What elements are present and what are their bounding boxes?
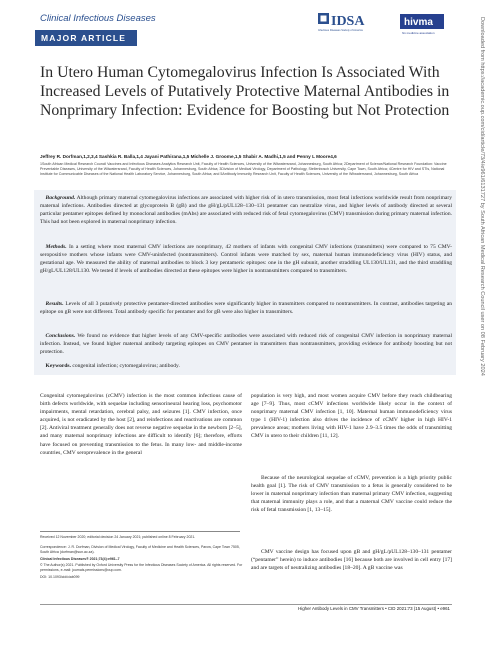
abstract-background bbox=[40, 194, 452, 226]
abstract-conclusions-label: Conclusions. bbox=[45, 333, 76, 339]
download-notice-text: Downloaded from https://academic.oup.com/cid/article/73/4/e961/6131727 by South African Medical Research Council user on 08 February 2024 bbox=[479, 17, 485, 376]
hivma-logo-icon bbox=[400, 14, 444, 35]
abstract-results-label: Results. bbox=[45, 301, 64, 307]
doi: DOI: 10.1093/cid/ciab099 bbox=[40, 575, 80, 579]
copyright: © The Author(s) 2021. Published by Oxford University Press for the Infectious Diseases Society of America. All rights reserved. For permissions, e-mail: journals.permissions@oup.com. bbox=[40, 563, 243, 572]
received-dates: Received 12 November 2020; editorial decision 24 January 2021; published online 8 February 2021. bbox=[40, 535, 196, 539]
article-title: In Utero Human Cytomegalovirus Infection Is Associated With Increased Levels of Putatively Protective Maternal Antibodies in Nonprimary Infection: Evidence for Boosting but Not Protection bbox=[40, 64, 450, 119]
body-right-para-2: Because of the neurological sequelae of cCMV, prevention is a high priority public health goal [1]. The risk of CMV transmission to a fetus is generally considered to be lower in maternal nonprimary infection than maternal primary CMV infection, suggesting that maternal immunity plays a role, and that a maternal CMV vaccine could reduce the risk of fetal transmission [1, 13–15]. bbox=[251, 475, 452, 514]
affiliations: 1South African Medical Research Council Vaccines and Infectious Diseases Analytics Research Unit, Faculty of Health Sciences, University of the Witwatersrand, Johannesburg, South Africa; 2Department of Science/National Research Foundation: Vaccine Preventable Diseases, University of the Witwatersrand, Faculty of Health Sciences, Johannesburg, South Africa; 3Division of Medical Virology, Department of Pathology, Stellenbosch University, Cape Town, South Africa; 4Centre for HIV and STIs, National Institute for Communicable Diseases of the National Health Laboratory Service, Johannesburg, South Africa; and 5Antibody Immunity Research Unit, Faculty of Health Sciences, University of the Witwatersrand, Johannesburg, South Africa bbox=[40, 162, 447, 177]
idsa-logo-subtitle: Infectious Diseases Society of America bbox=[318, 29, 363, 32]
body-right-para-3: CMV vaccine design has focused upon gB and gH/gL/pUL128–130–131 pentamer (“pentamer” herein) to induce antibodies [16] because both are involved in cell entry [17] and are targets of neutralizing antibodies [18–20]. A gB vaccine was bbox=[251, 549, 452, 572]
idsa-logo-text: IDSA bbox=[331, 14, 365, 29]
hivma-logo-text: hivma bbox=[404, 17, 433, 28]
body-left-column: Congenital cytomegalovirus (cCMV) infection is the most common infectious cause of birth defects worldwide, with sequelae including sensorineural hearing loss, psychomotor impairments, mental retardation, cerebral palsy, and seizures [1]. CMV infection, once acquired, is not eradicated by the host [2], and reinfections and reactivations are common [2]. Antiviral treatment generally does not reverse negative sequelae in the newborn [2–5], and many maternal nonprimary infections are difficult to identify [6]; therefore, efforts have focused on preventing transmission to the fetus. In many low- and middle-income countries, CMV seroprevalence in the general bbox=[40, 393, 242, 456]
journal-name: Clinical Infectious Diseases bbox=[40, 13, 156, 24]
author-list: Jeffrey R. Dorfman,1,2,3,4 Sashkia R. Balla,1,4 Jayani Pathirana,1,5 Michelle J. Groome,1,5 Shabir A. Madhi,1,5 and Penny L Moore4,6 bbox=[40, 154, 337, 159]
abstract-methods-text: In a setting where most maternal CMV infections are nonprimary, 42 mothers of infants with congenital CMV infections (transmitters) were compared to 75 CMV-seropositive mothers whose infants were CMV-uninfected (nontransmitters). Control infants were matched by sex, maternal human immunodeficiency virus (HIV) status, and gestational age. We measured the ability of maternal antibodies to block 3 key pentameric epitopes: one in the gH subunit, another straddling UL130/UL131, and the third straddling gH/gL/UL128/UL130. We tested if levels of antibodies directed at these epitopes were higher in nontransmitters compared to transmitters. bbox=[40, 244, 452, 275]
abstract-conclusions bbox=[40, 332, 452, 356]
abstract-results bbox=[40, 300, 452, 316]
abstract-keywords bbox=[40, 362, 452, 370]
footer-divider bbox=[40, 604, 452, 605]
society-logos bbox=[318, 12, 448, 38]
abstract-keywords-label: Keywords. bbox=[45, 363, 71, 369]
abstract-conclusions-text: We found no evidence that higher levels of any CMV-specific antibodies were associated with reduced risk of congenital CMV infection in nonprimary maternal infection. Instead, we found higher maternal antibody targeting epitopes on CMV pentamer in transmitters than nontransmitters, providing evidence for antibody boosting but not protection. bbox=[40, 333, 452, 356]
download-notice bbox=[476, 12, 484, 622]
abstract-background-text: Although primary maternal cytomegalovirus infections are associated with higher risk of in utero transmission, most fetal infections worldwide result from nonprimary maternal infections. Antibodies directed at glycoprotein B (gB) and the gH/gL/pUL128–130–131 pentamer can neutralize virus, and higher levels of antibody directed at several particular pentamer epitopes defined by monoclonal antibodies (mAbs) are associated with reduced risk of fetal cytomegalovirus (CMV) transmission during primary maternal infection. This had not been explored in maternal nonprimary infection. bbox=[40, 195, 452, 226]
abstract-methods-label: Methods. bbox=[45, 244, 67, 250]
abstract-keywords-text: congenital infection; cytomegalovirus; antibody. bbox=[72, 363, 180, 369]
idsa-logo-icon bbox=[318, 13, 365, 32]
footnote-divider bbox=[40, 531, 240, 532]
citation: Clinical Infectious Diseases® 2021;73(4):e961–7 bbox=[40, 557, 120, 561]
abstract-methods bbox=[40, 243, 452, 275]
hivma-logo-subtitle: hiv medicine association bbox=[402, 31, 435, 35]
article-type-banner: MAJOR ARTICLE bbox=[35, 30, 137, 46]
correspondence: Correspondence: J. R. Dorfman, Division of Medical Virology, Faculty of Medicine and Health Sciences, Parow, Cape Town 7505, South Africa (dorfman@sun.ac.za). bbox=[40, 545, 240, 554]
abstract-results-text: Levels of all 3 putatively protective pentamer-directed antibodies were significantly higher in transmitters compared to nontransmitters. In contrast, antibodies targeting an epitope on gB were not different. Total antibody specific for pentamer and for gB were also higher in transmitters. bbox=[40, 301, 453, 316]
body-right-para-1: population is very high, and most women acquire CMV before they reach childbearing age [7–9]. Thus, most cCMV infections worldwide likely occur in the context of nonprimary maternal CMV infection [1, 10]. Maternal human immunodeficiency virus type 1 (HIV-1) infection also drives the incidence of cCMV higher in high HIV-1 prevalence areas; mothers living with HIV-1 have 2.9–3.5 times the odds of transmitting CMV in utero to their children [11, 12]. bbox=[251, 393, 452, 440]
abstract-background-label: Background. bbox=[45, 195, 76, 201]
running-footer: Higher Antibody Levels in CMV Transmitters • CID 2021:73 (15 August) • e961 bbox=[298, 606, 450, 611]
